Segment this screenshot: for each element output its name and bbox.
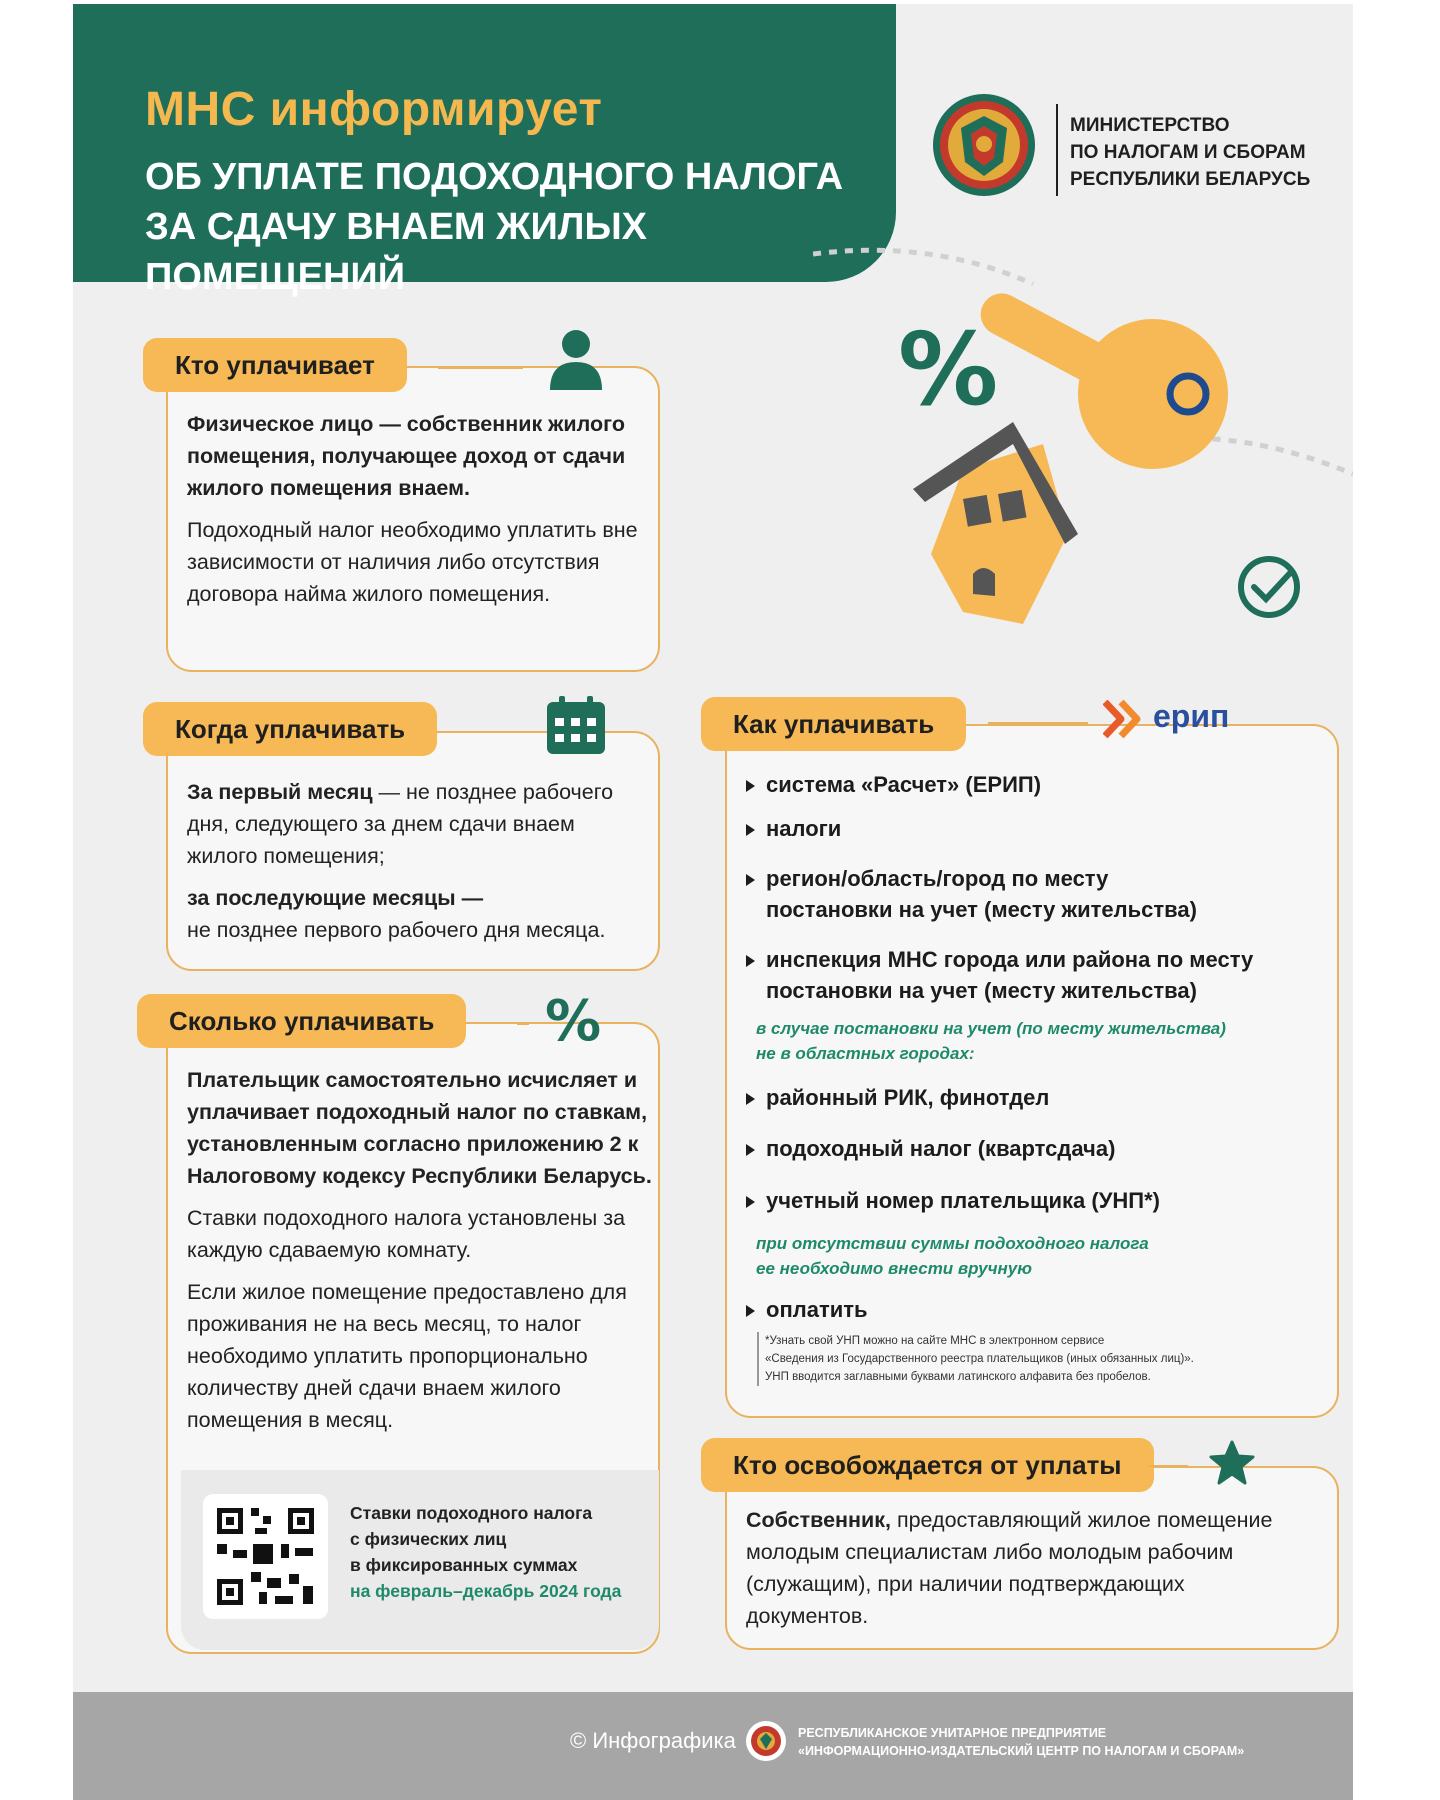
percent-icon: %: [898, 311, 999, 428]
note-manual: при отсутствии суммы подоходного налога ее необходимо внести вручную: [756, 1234, 1149, 1278]
exempt-title: Кто освобождается от уплаты: [701, 1438, 1154, 1492]
exempt-body: Собственник, предоставляющий жилое помещение молодым специалистам либо молодым рабочим (служащим), при наличии подтверждающих документов.: [746, 1508, 1273, 1628]
how-much-line: [517, 1023, 529, 1025]
person-icon: [548, 328, 604, 390]
list-item: налоги: [746, 813, 841, 844]
ministry-separator: [1056, 104, 1058, 196]
when-pay-line: [466, 731, 524, 733]
who-pays-title: Кто уплачивает: [143, 338, 407, 392]
ministry-name: МИНИСТЕРСТВО ПО НАЛОГАМ И СБОРАМ РЕСПУБЛИКИ БЕЛАРУСЬ: [1070, 115, 1311, 190]
header-banner: [73, 4, 896, 298]
how-much-title: Сколько уплачивать: [137, 994, 466, 1048]
house-key-illustration: [813, 244, 1353, 644]
how-pay-line: [988, 722, 1088, 724]
list-item: оплатить: [746, 1294, 868, 1325]
ministry-emblem-icon: [931, 92, 1037, 198]
list-item: районный РИК, финотдел: [746, 1082, 1049, 1113]
list-item: инспекция МНС города или района по месту постановки на учет (месту жительства): [746, 944, 1253, 1006]
qr-code[interactable]: [203, 1494, 328, 1619]
qr-caption: Ставки подоходного налога с физических лиц в фиксированных суммах на февраль–декабрь 2024 года: [350, 1503, 622, 1601]
erip-label: ерип: [1153, 698, 1230, 734]
who-pays-body: Физическое лицо — собственник жилого помещения, получающее доход от сдачи жилого помещения внаем. Подоходный налог необходимо уплатить вне зависимости от наличия либо отсутствия договора найма жилого помещения.: [187, 412, 638, 606]
star-icon: [1209, 1440, 1255, 1486]
footnote-unp: *Узнать свой УНП можно на сайте МНС в электронном сервисе «Сведения из Государственного реестра плательщиков (иных обязанных лиц)». УНП вводится заглавными буквами латинского алфавита без пробелов.: [757, 1332, 1285, 1386]
poster: [73, 4, 1353, 1800]
how-pay-title: Как уплачивать: [701, 697, 966, 751]
how-much-body: Плательщик самостоятельно исчисляет и уплачивает подоходный налог по ставкам, установленным согласно приложению 2 к Налоговому кодексу Республики Беларусь. Ставки подоходного налога установлены за каждую сдаваемую комнату. Если жилое помещение предоставлено для проживания не на весь месяц, то налог необходимо уплатить пропорционально количеству дней сдачи внаем жилого помещения в месяц.: [187, 1068, 652, 1432]
qr-code-icon: [203, 1494, 328, 1619]
list-item: система «Расчет» (ЕРИП): [746, 769, 1041, 800]
when-pay-body: За первый месяц — не позднее рабочего дня, следующего за днем сдачи внаем жилого помещения; за последующие месяцы — не позднее первого рабочего дня месяца.: [187, 780, 614, 942]
publisher-logo-icon: [745, 1720, 787, 1762]
list-item: регион/область/город по месту постановки на учет (месту жительства): [746, 863, 1197, 925]
footer: [73, 1692, 1353, 1800]
note-region: в случае постановки на учет (по месту жительства) не в областных городах:: [756, 1019, 1226, 1063]
footer-copyright: © Инфографика: [570, 1728, 736, 1753]
header-subtitle: ОБ УПЛАТЕ ПОДОХОДНОГО НАЛОГА ЗА СДАЧУ ВНАЕМ ЖИЛЫХ ПОМЕЩЕНИЙ: [145, 156, 844, 298]
who-pays-line: [438, 367, 523, 369]
footer-org: РЕСПУБЛИКАНСКОЕ УНИТАРНОЕ ПРЕДПРИЯТИЕ «ИНФОРМАЦИОННО-ИЗДАТЕЛЬСКИЙ ЦЕНТР ПО НАЛОГАМ И СБОРАМ»: [798, 1726, 1245, 1758]
erip-logo-icon: [1103, 698, 1145, 740]
list-item: подоходный налог (квартсдача): [746, 1133, 1115, 1164]
header-title: МНС информирует: [145, 83, 603, 136]
percent-icon: %: [545, 989, 602, 1054]
when-pay-title: Когда уплачивать: [143, 702, 437, 756]
calendar-icon: [545, 694, 607, 756]
exempt-line: [1148, 1465, 1188, 1467]
list-item: учетный номер плательщика (УНП*): [746, 1185, 1160, 1216]
